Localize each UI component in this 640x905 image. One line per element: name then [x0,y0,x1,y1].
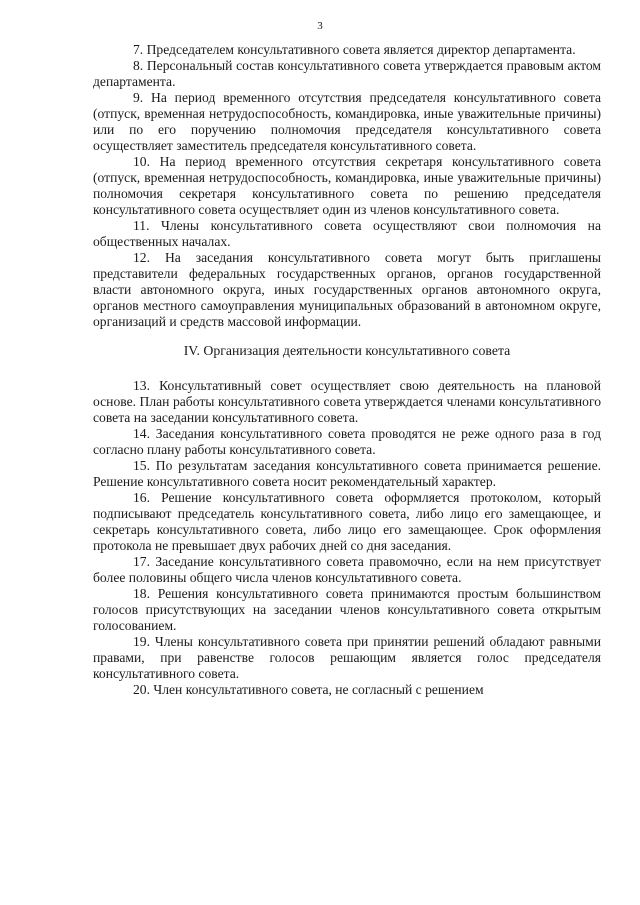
section-title: IV. Организация деятельности консультативного совета [183,343,511,358]
paragraph-7: 7. Председателем консультативного совета является директор департамента. [133,42,576,57]
paragraph-12: 12. На заседания консультативного совета могут быть приглашены представители федеральных государственных органов, органов государственной власти автономного округа, иных государственных органов автономного округа, органов местного самоуправления муниципальных образований в автономном округе, организаций и средств массовой информации. [93,250,601,329]
paragraph-19: 19. Члены консультативного совета при принятии решений обладают равными правами, при равенстве голосов решающим является голос председателя консультативного совета. [93,634,601,681]
paragraph-11: 11. Члены консультативного совета осуществляют свои полномочия на общественных началах. [93,218,601,249]
paragraph-20: 20. Член консультативного совета, не согласный с решением [133,682,484,697]
paragraph-18: 18. Решения консультативного совета принимаются простым большинством голосов присутствующих на заседании членов консультативного совета открытым голосованием. [93,586,601,633]
paragraph-15: 15. По результатам заседания консультативного совета принимается решение. Решение консультативного совета носит рекомендательный характер. [93,458,601,489]
paragraph-14: 14. Заседания консультативного совета проводятся не реже одного раза в год согласно плану работы консультативного совета. [93,426,601,457]
document-body [93,42,601,698]
page-number: 3 [317,20,323,32]
paragraph-17: 17. Заседание консультативного совета правомочно, если на нем присутствует более половины общего числа членов консультативного совета. [93,554,601,585]
paragraph-9: 9. На период временного отсутствия председателя консультативного совета (отпуск, временная нетрудоспособность, командировка, иные уважительные причины) или по его поручению полномочия председателя консультативного совета осуществляет заместитель председателя консультативного совета. [93,90,601,153]
paragraph-8: 8. Персональный состав консультативного совета утверждается правовым актом департамента. [93,58,601,89]
paragraph-16: 16. Решение консультативного совета оформляется протоколом, который подписывают председатель консультативного совета, либо лицо его замещающее, и секретарь консультативного совета, либо лицо его замещающее. Срок оформления протокола не превышает двух рабочих дней со дня заседания. [93,490,601,553]
paragraph-13: 13. Консультативный совет осуществляет свою деятельность на плановой основе. План работы консультативного совета утверждается членами консультативного совета на заседании консультативного совета. [93,378,601,425]
paragraph-10: 10. На период временного отсутствия секретаря консультативного совета (отпуск, временная нетрудоспособность, командировка, иные уважительные причины) полномочия секретаря консультативного совета по решению председателя консультативного совета осуществляет один из членов консультативного совета. [93,154,601,217]
